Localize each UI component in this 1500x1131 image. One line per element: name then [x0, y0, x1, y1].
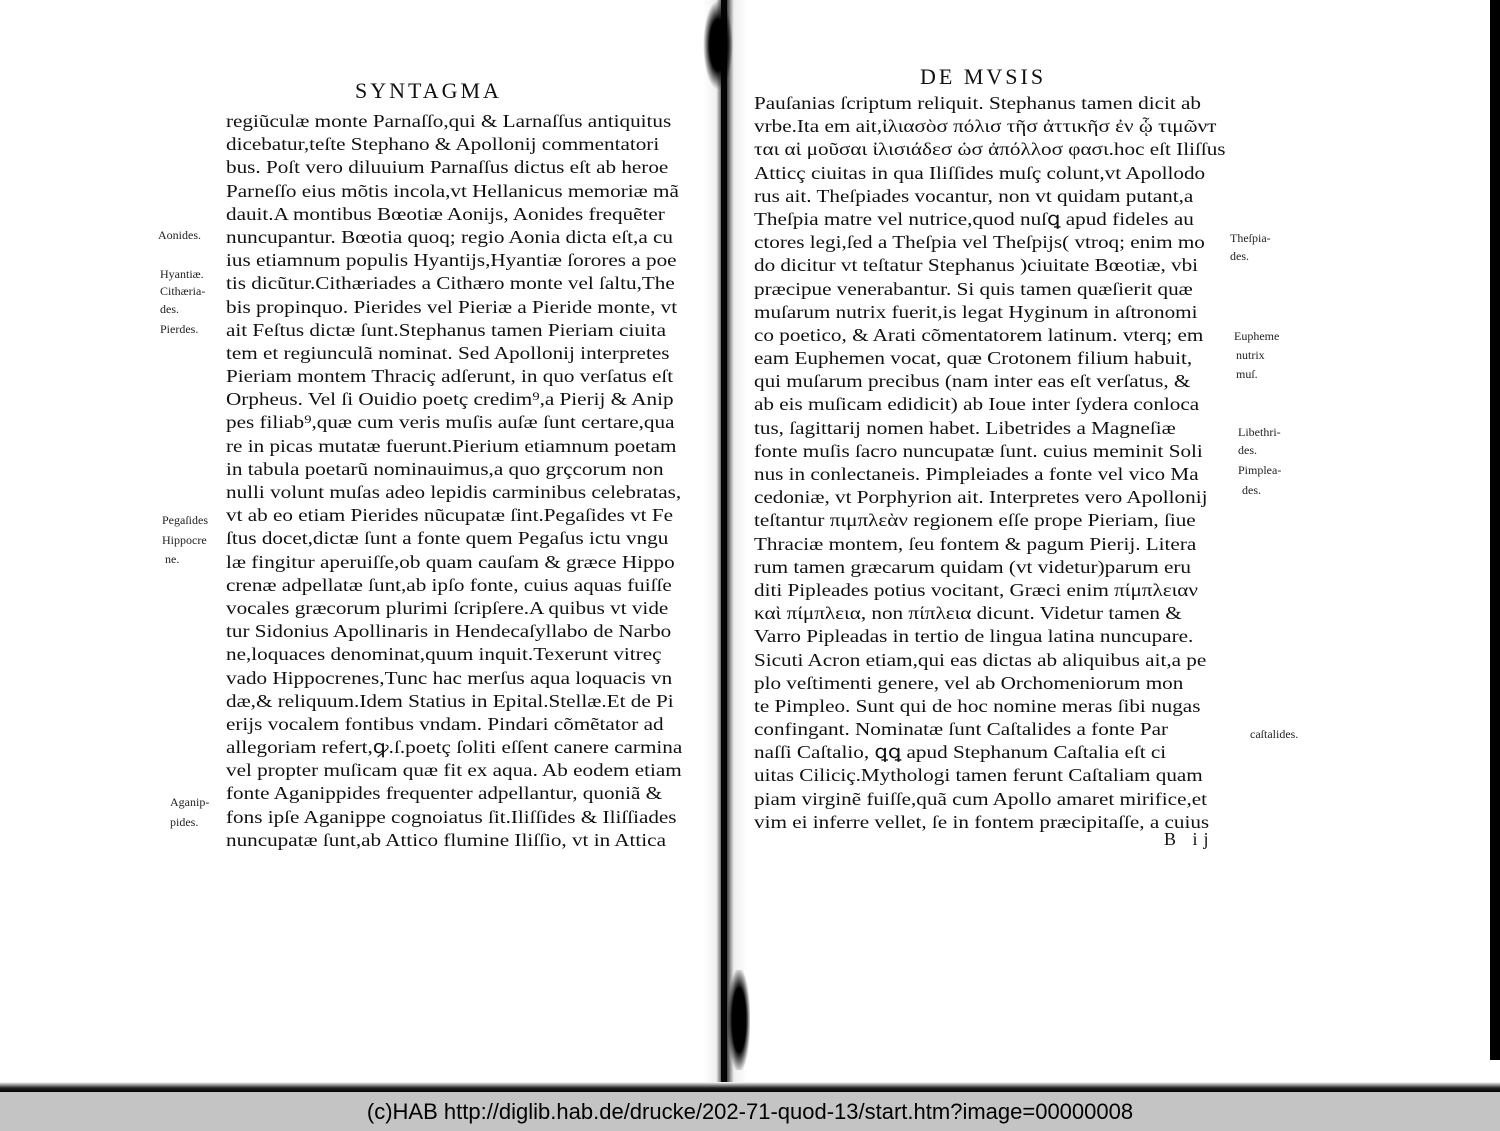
right-text-line: eam Euphemen vocat, quæ Crotonem filium habuit, — [754, 348, 1193, 369]
right-text-line: nus in conlectaneis. Pimpleiades a fonte vel vico Ma — [754, 464, 1199, 484]
left-text-line: dauit.A montibus Bœotiæ Aonijs, Aonides frequẽter — [226, 203, 665, 224]
left-text-line: Pieriam montem Thraciç adſerunt, in quo verſatus eſt — [226, 366, 674, 387]
left-text-line: dicebatur,teſte Stephano & Apollonij commentatori — [226, 134, 660, 155]
left-text-line: ſtus docet,dictæ ſunt a fonte quem Pegaſus ictu vngu — [226, 528, 669, 549]
margin-note-pegasides: Pegaſides — [162, 513, 208, 527]
margin-note-nutrix: nutrix — [1236, 348, 1265, 362]
left-page — [0, 0, 722, 1088]
left-text-line: vel propter muſicam quæ fit ex aqua. Ab eodem etiam — [226, 760, 682, 781]
margin-note-thespiades: Theſpia- — [1230, 231, 1271, 245]
left-text-line: bis propinquo. Pierides vel Pieriæ a Pieride monte, vt — [226, 296, 678, 317]
gutter-shadow-bottom — [728, 970, 750, 1070]
copyright-footer — [0, 1092, 1500, 1131]
right-text-line: ab eis muſicam edidicit) ab Ioue inter ſydera conloca — [754, 394, 1200, 415]
page-signature: B ij — [1164, 829, 1215, 849]
left-text-line: pes filiab⁹,quæ cum veris muſis auſæ ſunt certare,qua — [226, 412, 675, 433]
right-text-line: naſſi Caſtalio, ꝗꝗ apud Stephanum Caſtalia eſt ci — [754, 742, 1167, 763]
margin-note-musarum: muſ. — [1236, 367, 1258, 381]
left-text-line: crenæ adpellatæ ſunt,ab ipſo fonte, cuius aquas fuiſſe — [226, 574, 672, 595]
right-text-line: teſtantur πιμπλεὰν regionem eſſe prope Pieriam, ſiue — [754, 510, 1196, 531]
margin-note-pierides: Pierdes. — [160, 322, 199, 336]
right-text-line: tus, ſagittarij nomen habet. Libetrides a Magneſiæ — [754, 417, 1176, 438]
right-text-line: qui muſarum precibus (nam inter eas eſt verſatus, & — [754, 371, 1191, 392]
right-text-line: confingant. Nominatæ ſunt Caſtalides a fonte Par — [754, 719, 1169, 740]
left-text-line: nulli volunt muſas adeo lepidis carminibus celebratas, — [226, 482, 682, 502]
right-text-line: diti Pipleades potius vocitant, Græci enim πίμπλειαν — [754, 579, 1198, 600]
right-text-line: Sicuti Acron etiam,qui eas dictas ab aliquibus ait,a pe — [754, 649, 1207, 670]
right-text-line: plo veſtimenti genere, vel ab Orchomeniorum mon — [754, 672, 1184, 693]
gutter-shadow-top — [703, 0, 733, 90]
right-text-line: muſarum nutrix fuerit,is legat Hyginum in aſtronomi — [754, 301, 1198, 322]
left-text-line: re in picas mutatæ fuerunt.Pierium etiamnum poetam — [226, 435, 677, 456]
right-page — [722, 0, 1492, 1088]
left-text-line: Parneſſo eius mõtis incola,vt Hellanicus memoriæ mã — [226, 180, 679, 201]
left-text-line: vt ab eo etiam Pierides nũcupatæ ſint.Pegaſides vt Fe — [226, 505, 673, 526]
right-text-line: καὶ πίμπλεια, non πίπλεια dicunt. Videtur tamen & — [754, 603, 1182, 624]
right-text-line: præcipue venerabantur. Si quis tamen quæſierit quæ — [754, 278, 1193, 299]
right-text-line: fonte muſis ſacro nuncupatæ ſunt. cuius meminit Soli — [754, 440, 1203, 461]
right-text-line: ctores legi,ſed a Theſpia vel Theſpijs( vtroq; enim mo — [754, 232, 1205, 253]
left-text-line: regiũculæ monte Parnaſſo,qui & Larnaſſus antiquitus — [226, 111, 672, 131]
left-text-line: tur Sidonius Apollinaris in Hendecaſyllabo de Narbo — [226, 621, 672, 642]
left-text-line: dæ,& reliquum.Idem Statius in Epital.Stellæ.Et de Pi — [226, 690, 674, 711]
left-text-line: nuncupantur. Bœotia quoq; regio Aonia dicta eſt,a cu — [226, 226, 673, 247]
right-text-line: do dicitur vt teſtatur Stephanus )ciuitate Bœotiæ, vbi — [754, 255, 1199, 276]
left-text-line: læ fingitur aperuiſſe,ob quam cauſam & græce Hippo — [226, 551, 675, 572]
margin-note-pimpleades: Pimplea- — [1238, 463, 1282, 477]
right-text-line: te Pimpleo. Sunt qui de hoc nomine meras ſibi nugas — [754, 695, 1201, 716]
margin-note-libethrides: Libethri- — [1238, 425, 1281, 439]
margin-note-libethrides-2: des. — [1238, 443, 1257, 457]
page-edge-bottom — [0, 1082, 1500, 1092]
left-text-line: ne,loquaces denominat,quum inquit.Texerunt vitreç — [226, 644, 662, 665]
right-text-line: Atticç ciuitas in qua Iliſſides muſç colunt,vt Apollodo — [754, 162, 1206, 183]
right-text-line: Theſpia matre vel nutrice,quod nuſꝗ apud fideles au — [754, 208, 1194, 229]
right-running-head: DE MVSIS — [920, 64, 1047, 89]
right-text-line: Thraciæ montem, ſeu fontem & pagum Pierij. Litera — [754, 533, 1197, 554]
left-text-line: in tabula poetarũ nominauimus,a quo grçcorum non — [226, 458, 664, 479]
right-text-line: ται αἱ μοῦσαι ἰλισιάδεσ ὡσ ἀπόλλοσ φασι.hoc eſt Iliſſus — [754, 139, 1226, 160]
right-text-line: vim ei inferre vellet, ſe in fontem præcipitaſſe, a cuius — [754, 811, 1210, 832]
left-text-line: vocales græcorum plurimi ſcripſere.A quibus vt vide — [226, 597, 669, 618]
page-edge-right — [1490, 0, 1500, 1060]
footer-credit: (c)HAB http://diglib.hab.de/drucke/202-71-quod-13/start.htm?image=00000008 — [366, 1098, 1134, 1124]
gutter-line — [721, 0, 727, 1088]
margin-note-aganippides: Aganip- — [170, 795, 210, 809]
right-text-line: co poetico, & Arati cõmentatorem latinum. vterq; em — [754, 324, 1204, 345]
margin-note-aganippides-2: pides. — [170, 815, 199, 829]
right-text-line: Pauſanias ſcriptum reliquit. Stephanus tamen dicit ab — [754, 93, 1201, 113]
left-text-line: ius etiamnum populis Hyantijs,Hyantiæ ſorores a poe — [226, 250, 677, 271]
right-text-line: vrbe.Ita em ait,ἰλιασὸσ πόλισ τῆσ ἀττικῆσ ἐν ᾧ τιμῶνт — [754, 116, 1217, 137]
right-text-line: Varro Pipleadas in tertio de lingua latina nuncupare. — [754, 626, 1194, 647]
left-text-line: erijs vocalem fontibus vndam. Pindari cõmẽtator ad — [226, 713, 664, 734]
right-text-block — [754, 92, 1234, 834]
margin-note-eupheme: Eupheme — [1234, 329, 1280, 343]
margin-note-thespiades-2: des. — [1230, 249, 1249, 263]
margin-note-pimpleades-2: des. — [1242, 483, 1261, 497]
left-running-head: SYNTAGMA — [355, 78, 502, 103]
right-text-line: cedoniæ, vt Porphyrion ait. Interpretes vero Apollonij — [754, 487, 1208, 508]
left-text-line: allegoriam refert,ꝙ.ſ.poetç ſoliti eſſent canere carmina — [226, 737, 683, 758]
left-text-line: fonte Aganippides frequenter adpellantur, quoniã & — [226, 783, 663, 804]
left-text-line: nuncupatæ ſunt,ab Attico flumine Iliſſio, vt in Attica — [226, 829, 666, 850]
left-text-line: vado Hippocrenes,Tunc hac merſus aqua loquacis vn — [226, 667, 673, 688]
margin-note-castalides: caſtalides. — [1250, 727, 1299, 741]
left-text-block — [226, 110, 696, 852]
margin-note-hippocrene-2: ne. — [165, 552, 180, 566]
right-text-line: uitas Ciliciç.Mythologi tamen ferunt Caſtaliam quam — [754, 765, 1203, 786]
left-text-line: Orpheus. Vel ſi Ouidio poetç credim⁹,a Pierij & Anip — [226, 389, 674, 410]
margin-note-hippocrene: Hippocre — [162, 533, 207, 547]
margin-note-cithaeriades-2: des. — [160, 302, 179, 316]
right-text-line: rus ait. Theſpiades vocantur, non vt quidam putant,a — [754, 185, 1194, 206]
right-text-line: rum tamen græcarum quidam (vt videtur)parum eru — [754, 556, 1191, 577]
left-text-line: bus. Poſt vero diluuium Parnaſſus dictus eſt ab heroe — [226, 157, 669, 178]
left-text-line: ait Feſtus dictæ ſunt.Stephanus tamen Pieriam ciuita — [226, 319, 666, 340]
margin-note-hyantiae: Hyantiæ. — [160, 267, 204, 281]
left-text-line: fons ipſe Aganippe cognoiatus ſit.Iliſſides & Iliſſiades — [226, 806, 677, 827]
left-text-line: tem et regiunculã nominat. Sed Apollonij interpretes — [226, 342, 670, 363]
margin-note-aonides: Aonides. — [158, 228, 201, 242]
left-text-line: tis dicũtur.Cithæriades a Cithæro monte vel ſaltu,Thе — [226, 273, 675, 294]
right-text-line: piam virginẽ fuiſſe,quã cum Apollo amaret mirifice,et — [754, 788, 1208, 809]
margin-note-cithaeriades: Cithæria- — [160, 284, 206, 298]
